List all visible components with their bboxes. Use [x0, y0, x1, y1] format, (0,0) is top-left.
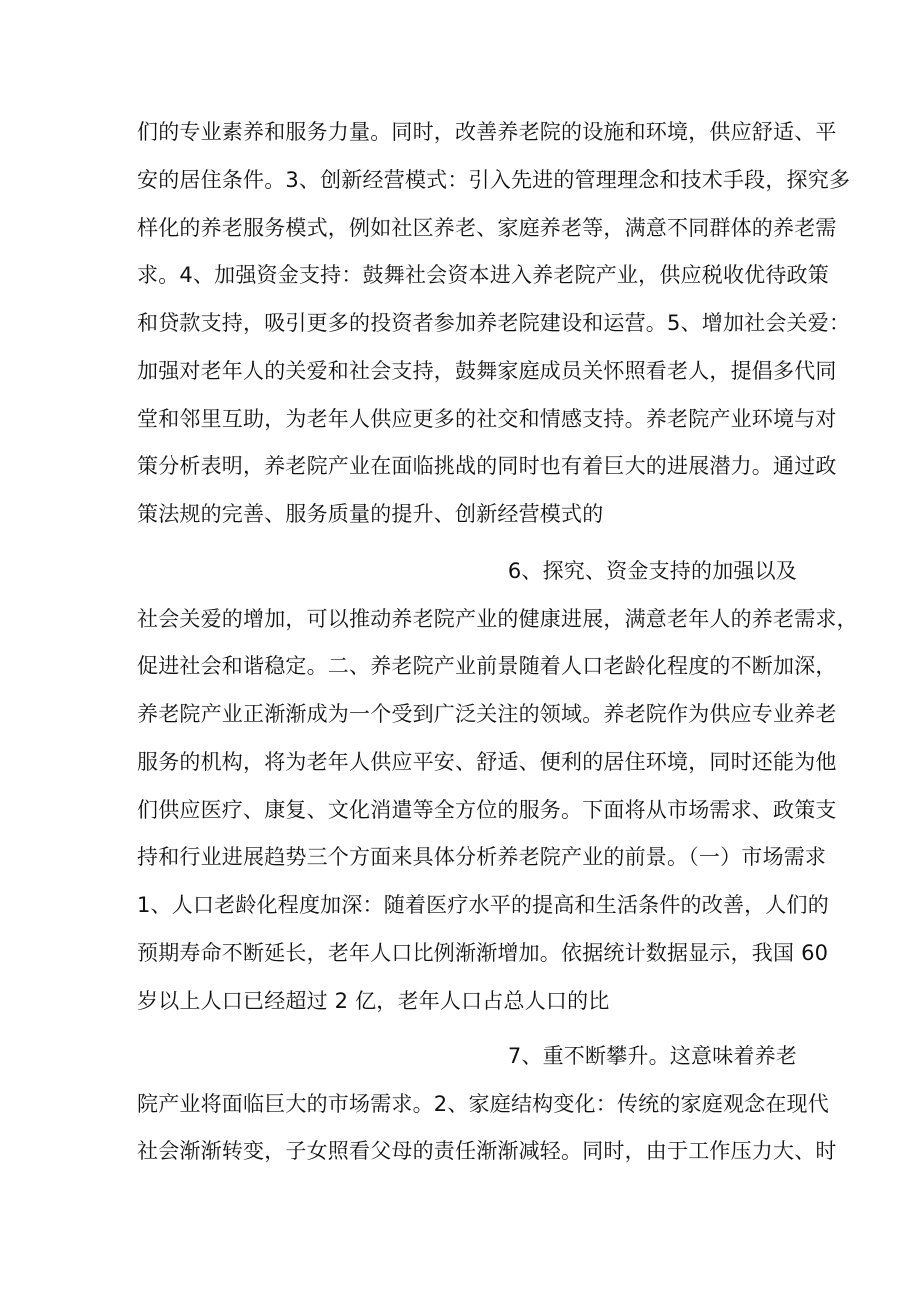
text-line: 求。4、加强资金支持：鼓舞社会资本进入养老院产业，供应税收优待政策: [137, 263, 829, 287]
text-line: 加强对老年人的关爱和社会支持，鼓舞家庭成员关怀照看老人，提倡多代同: [137, 359, 837, 383]
text-line: 持和行业进展趋势三个方面来具体分析养老院产业的前景。（一）市场需求: [137, 845, 827, 869]
text-line: 安的居住条件。3、创新经营模式：引入先进的管理理念和技术手段，探究多: [137, 168, 851, 192]
text-line: 养老院产业正渐渐成为一个受到广泛关注的领域。养老院作为供应专业养老: [137, 702, 837, 726]
text-line: 们供应医疗、康复、文化消遣等全方位的服务。下面将从市场需求、政策支: [137, 798, 837, 822]
text-line: 策分析表明，养老院产业在面临挑战的同时也有着巨大的进展潜力。通过政: [137, 454, 837, 478]
text-line: 服务的机构，将为老年人供应平安、舒适、便利的居住环境，同时还能为他: [137, 750, 837, 774]
text-line: 堂和邻里互助，为老年人供应更多的社交和情感支持。养老院产业环境与对: [137, 407, 837, 431]
text-line: 促进社会和谐稳定。二、养老院产业前景随着人口老龄化程度的不断加深，: [137, 654, 837, 678]
text-line: 们的专业素养和服务力量。同时，改善养老院的设施和环境，供应舒适、平: [137, 120, 837, 144]
text-line: 院产业将面临巨大的市场需求。2、家庭结构变化：传统的家庭观念在现代: [137, 1092, 829, 1116]
text-line: 岁以上人口已经超过 2 亿，老年人口占总人口的比: [137, 989, 610, 1013]
text-line: 策法规的完善、服务质量的提升、创新经营模式的: [137, 502, 604, 526]
text-line: 和贷款支持，吸引更多的投资者参加养老院建设和运营。5、增加社会关爱：: [137, 311, 851, 335]
text-line: 样化的养老服务模式，例如社区养老、家庭养老等，满意不同群体的养老需: [137, 216, 837, 240]
text-line: 1、人口老龄化程度加深：随着医疗水平的提高和生活条件的改善，人们的: [137, 893, 829, 917]
text-line: 社会关爱的增加，可以推动养老院产业的健康进展，满意老年人的养老需求，: [137, 607, 858, 631]
page-marker-7: 7、重不断攀升。这意味着养老: [507, 1044, 797, 1068]
text-line: 社会渐渐转变，子女照看父母的责任渐渐减轻。同时，由于工作压力大、时: [137, 1139, 837, 1163]
page-marker-6: 6、探究、资金支持的加强以及: [507, 559, 797, 583]
text-line: 预期寿命不断延长，老年人口比例渐渐增加。依据统计数据显示，我国 60: [137, 941, 829, 965]
